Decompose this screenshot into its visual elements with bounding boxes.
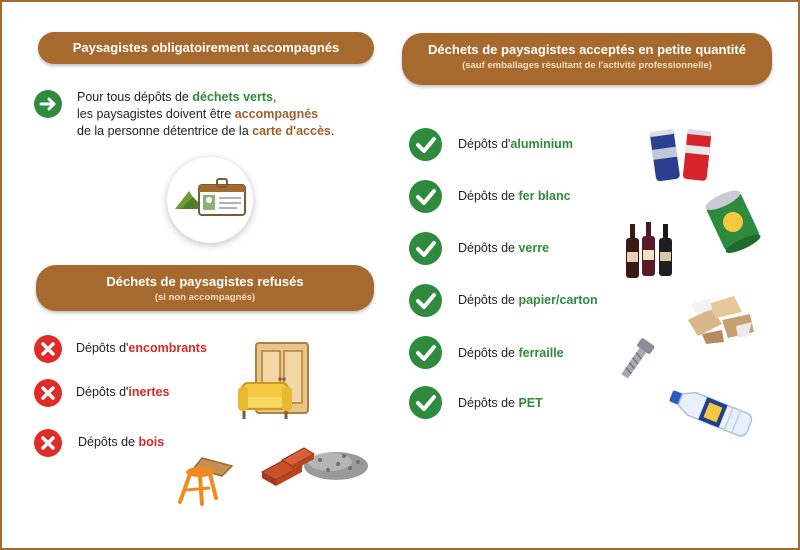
cross-icon <box>34 379 62 407</box>
accepted-title: Déchets de paysagistes acceptés en petite quantité <box>428 42 746 57</box>
accepted-item: Dépôts d'aluminium <box>458 137 573 151</box>
accepted-item: Dépôts de verre <box>458 241 550 255</box>
check-icon <box>409 232 442 265</box>
accepted-item: Dépôts de PET <box>458 396 543 410</box>
tin-can-icon <box>702 190 764 254</box>
bricks-gravel-icon <box>258 440 370 490</box>
wooden-stool-icon <box>174 454 239 509</box>
accepted-title-banner <box>402 33 772 85</box>
glass-bottles-icon <box>622 220 682 280</box>
check-icon <box>409 128 442 161</box>
cross-icon <box>34 429 62 457</box>
accompanied-title-banner <box>38 32 374 64</box>
accepted-item: Dépôts de papier/carton <box>458 293 598 307</box>
cardboard-paper-icon <box>682 290 758 346</box>
wardrobe-armchair-icon <box>234 337 324 427</box>
refused-title-banner <box>36 265 374 311</box>
refused-subtitle: (si non accompagnés) <box>154 292 256 303</box>
accompanied-title: Paysagistes obligatoirement accompagnés <box>72 40 340 55</box>
access-card-badge <box>167 157 253 243</box>
access-card-icon <box>167 157 253 243</box>
refused-item: Dépôts d'encombrants <box>76 341 207 355</box>
refused-item: Dépôts de bois <box>78 435 165 449</box>
refused-item: Dépôts d'inertes <box>76 385 170 399</box>
refused-title: Déchets de paysagistes refusés <box>106 274 304 289</box>
check-icon <box>409 180 442 213</box>
check-icon <box>409 386 442 419</box>
intro-text: Pour tous dépôts de déchets verts, les paysagistes doivent être accompagnés de la personne détentrice de la carte d'accès. <box>77 90 335 138</box>
pet-bottle-icon <box>666 380 758 444</box>
scrap-metal-bolt-icon <box>612 334 660 386</box>
aluminium-cans-icon <box>647 126 717 186</box>
arrow-right-icon <box>34 90 62 118</box>
check-icon <box>409 336 442 369</box>
check-icon <box>409 284 442 317</box>
accepted-item: Dépôts de fer blanc <box>458 189 571 203</box>
accepted-subtitle: (sauf emballages résultant de l'activité professionnelle) <box>462 60 712 71</box>
cross-icon <box>34 335 62 363</box>
accepted-item: Dépôts de ferraille <box>458 346 564 360</box>
